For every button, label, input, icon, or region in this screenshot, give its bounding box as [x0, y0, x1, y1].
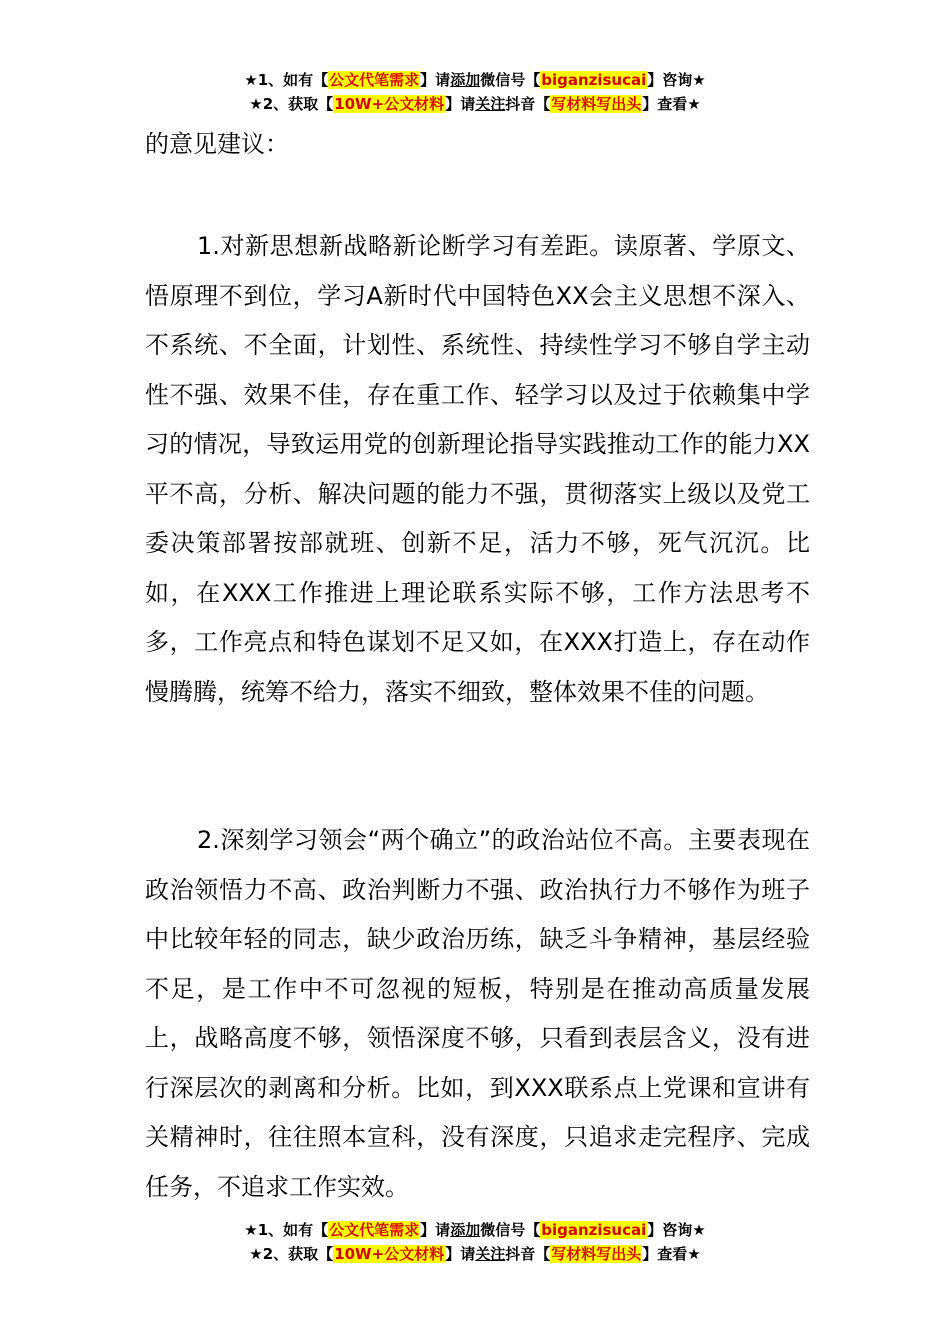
- banner-underline: 添加: [450, 71, 481, 89]
- banner-underline: 关注: [475, 1245, 506, 1263]
- banner-text: 】请: [420, 1221, 451, 1239]
- banner-highlight: 公文代笔需求: [329, 71, 420, 89]
- banner-underline: 关注: [475, 95, 506, 113]
- banner-text: ★1、如有【: [244, 71, 329, 89]
- banner-highlight: 写材料写出头: [551, 1245, 642, 1263]
- banner-text: 】查看★: [642, 95, 701, 113]
- banner-text: ★2、获取【: [249, 1245, 334, 1263]
- banner-highlight: 公文代笔需求: [329, 1221, 420, 1239]
- banner-line-1: [0, 1218, 950, 1242]
- banner-line-2: [0, 92, 950, 116]
- banner-highlight: biganzisucai: [541, 71, 647, 89]
- banner-text: 】请: [445, 95, 476, 113]
- banner-text: ★1、如有【: [244, 1221, 329, 1239]
- banner-text: 微信号【: [480, 71, 541, 89]
- banner-text: 抖音【: [505, 95, 551, 113]
- banner-underline: 添加: [450, 1221, 481, 1239]
- banner-text: 】咨询★: [647, 1221, 706, 1239]
- banner-text: 抖音【: [505, 1245, 551, 1263]
- banner-text: 】请: [445, 1245, 476, 1263]
- banner-text: 】咨询★: [647, 71, 706, 89]
- banner-highlight: 写材料写出头: [551, 95, 642, 113]
- banner-text: 】查看★: [642, 1245, 701, 1263]
- header-banner: [0, 68, 950, 116]
- banner-highlight: biganzisucai: [541, 1221, 647, 1239]
- banner-line-2: [0, 1242, 950, 1266]
- footer-banner: [0, 1218, 950, 1266]
- banner-highlight: 10W+公文材料: [334, 95, 445, 113]
- paragraph-1-text: 1.对新思想新战略新论断学习有差距。读原著、学原文、悟原理不到位，学习A新时代中国特色XX会主义思想不深入、不系统、不全面，计划性、系统性、持续性学习不够自学主动性不强、效果不佳，存在重工作、轻学习以及过于依赖集中学习的情况，导致运用党的创新理论指导实践推动工作的能力XX平不高，分析、解决问题的能力不强，贯彻落实上级以及党工委决策部署按部就班、创新不足，活力不够，死气沉沉。比如，在XXX工作推进上理论联系实际不够，工作方法思考不多，工作亮点和特色谋划不足又如，在XXX打造上，存在动作慢腾腾，统筹不给力，落实不细致，整体效果不佳的问题。: [145, 232, 810, 706]
- banner-text: 微信号【: [480, 1221, 541, 1239]
- banner-line-1: [0, 68, 950, 92]
- paragraph-2-text: 2.深刻学习领会“两个确立”的政治站位不高。主要表现在政治领悟力不高、政治判断力不强、政治执行力不够作为班子中比较年轻的同志，缺少政治历练，缺乏斗争精神，基层经验不足，是工作中不可忽视的短板，特别是在推动高质量发展上，战略高度不够，领悟深度不够，只看到表层含义，没有进行深层次的剥离和分析。比如，到XXX联系点上党课和宣讲有关精神时，往往照本宣科，没有深度，只追求走完程序、完成任务，不追求工作实效。: [145, 826, 810, 1201]
- banner-highlight: 10W+公文材料: [334, 1245, 445, 1263]
- continuation-paragraph: 的意见建议：: [145, 130, 289, 158]
- paragraph-1: [145, 222, 810, 717]
- paragraph-2: [145, 816, 810, 1212]
- continuation-text: [145, 120, 810, 170]
- banner-text: ★2、获取【: [249, 95, 334, 113]
- banner-text: 】请: [420, 71, 451, 89]
